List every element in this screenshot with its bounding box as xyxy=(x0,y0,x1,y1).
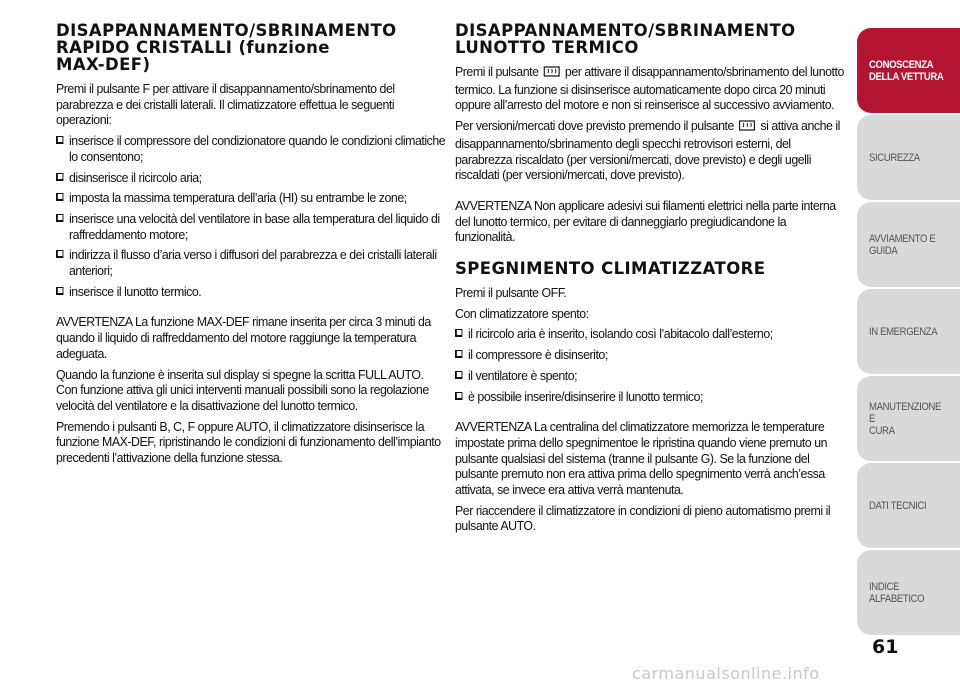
tab-indice-alfabetico[interactable]: INDICE ALFABETICO xyxy=(857,550,960,635)
page-number: 61 xyxy=(872,636,899,658)
bullet-icon xyxy=(56,250,63,258)
rear-window-defrost-icon xyxy=(543,66,560,82)
list-item: imposta la massima temperatura dell’aria (HI) su entrambe le zone; xyxy=(56,190,455,206)
bullet-icon xyxy=(56,214,63,222)
list-item: il ricircolo aria è inserito, isolando così l’abitacolo dall’esterno; xyxy=(455,326,862,342)
tab-in-emergenza[interactable]: IN EMERGENZA xyxy=(857,289,960,374)
max-def-operations-list xyxy=(56,133,446,299)
tab-conoscenza-della-vettura[interactable]: CONOSCENZA DELLA VETTURA xyxy=(857,28,960,113)
warning-paragraph: AVVERTENZA La funzione MAX-DEF rimane inserita per circa 3 minuti da quando il liquido di raffreddamento del motore raggiunge la temperatura adeguata. xyxy=(56,314,431,361)
tab-avviamento-e-guida[interactable]: AVVIAMENTO E GUIDA xyxy=(857,202,960,287)
ac-off-state-list xyxy=(455,326,847,404)
list-item: il ventilatore è spento; xyxy=(455,368,862,384)
bullet-icon xyxy=(455,329,462,337)
body-paragraph: Premi il pulsante per attivare il disappannamento/sbrinamento del lunotto termico. La funzione si disinserisce automaticamente dopo circa 20 minuti oppure all’arresto del motore e non si reinserisce al successivo avviamento. xyxy=(455,64,844,113)
bullet-icon xyxy=(455,371,462,379)
watermark: carmanualsonline.info xyxy=(632,664,820,683)
warning-paragraph: AVVERTENZA La centralina del climatizzatore memorizza le temperature impostate prima dello spegnimentoe le ripristina quando viene premuto un pulsante qualsiasi del sistema (tranne il pulsante G). Se la funzione del pulsante premuto non era attiva prima dello spegnimento verrà anch’essa attivata, se invece era attiva verrà mantenuta. xyxy=(455,419,828,498)
body-paragraph: Per versioni/mercati dove previsto premendo il pulsante si attiva anche il disappannamento/sbrinamento degli specchi retrovisori esterni, del parabrezza riscaldato (per versioni/mercati, dove previsto) e degli ugelli riscaldati (per versioni/mercati, dove previsto). xyxy=(455,118,840,183)
list-item: disinserisce il ricircolo aria; xyxy=(56,170,455,186)
bullet-icon xyxy=(56,287,63,295)
list-item: è possibile inserire/disinserire il lunotto termico; xyxy=(455,389,862,405)
right-column xyxy=(455,22,847,539)
list-item: inserisce una velocità del ventilatore in base alla temperatura del liquido di raffreddamento motore; xyxy=(56,211,455,242)
left-column xyxy=(56,21,446,471)
section-heading-ac-off: SPEGNIMENTO CLIMATIZZATORE xyxy=(455,259,766,279)
body-paragraph: Per riaccendere il climatizzatore in condizioni di pieno automatismo premi il pulsante AUTO. xyxy=(455,502,831,534)
intro-paragraph: Premi il pulsante F per attivare il disappannamento/sbrinamento del parabrezza e dei cristalli laterali. Il climatizzatore effettua le seguenti operazioni: xyxy=(56,81,395,128)
tab-sicurezza[interactable]: SICUREZZA xyxy=(857,115,960,200)
rear-window-defrost-icon xyxy=(739,120,756,136)
bullet-icon xyxy=(56,193,63,201)
list-item: indirizza il flusso d’aria verso i diffusori del parabrezza e dei cristalli laterali anteriori; xyxy=(56,247,455,278)
list-item: inserisce il lunotto termico. xyxy=(56,284,455,300)
bullet-icon xyxy=(56,136,63,144)
warning-paragraph: AVVERTENZA Non applicare adesivi sui filamenti elettrici nella parte interna del lunotto termico, per evitare di danneggiarlo pregiudicandone la funzionalità. xyxy=(455,197,836,245)
body-paragraph: Con climatizzatore spento: xyxy=(455,305,589,321)
body-paragraph: Premendo i pulsanti B, C, F oppure AUTO, il climatizzatore disinserisce la funzione MAX-DEF, ripristinando le condizioni di funzionamento dell’impianto precedenti l’attivazione della funzione stessa. xyxy=(56,418,441,466)
section-heading-max-def: DISAPPANNAMENTO/SBRINAMENTO RAPIDO CRISTALLI (funzione MAX-DEF) xyxy=(56,21,397,74)
list-item: il compressore è disinserito; xyxy=(455,347,862,363)
bullet-icon xyxy=(455,392,462,400)
section-heading-rear-defrost: DISAPPANNAMENTO/SBRINAMENTO LUNOTTO TERMICO xyxy=(455,21,796,57)
body-paragraph: Quando la funzione è inserita sul display si spegne la scritta FULL AUTO. Con funzione attiva gli unici interventi manuali possibili sono la regolazione velocità del ventilatore e la disattivazione del lunotto termico. xyxy=(56,366,429,413)
bullet-icon xyxy=(455,350,462,358)
tab-dati-tecnici[interactable]: DATI TECNICI xyxy=(857,463,960,548)
bullet-icon xyxy=(56,173,63,181)
list-item: inserisce il compressore del condizionatore quando le condizioni climatiche lo consentono; xyxy=(56,133,455,164)
tab-manutenzione-e-cura[interactable]: MANUTENZIONE E CURA xyxy=(857,376,960,461)
body-paragraph: Premi il pulsante OFF. xyxy=(455,285,567,301)
